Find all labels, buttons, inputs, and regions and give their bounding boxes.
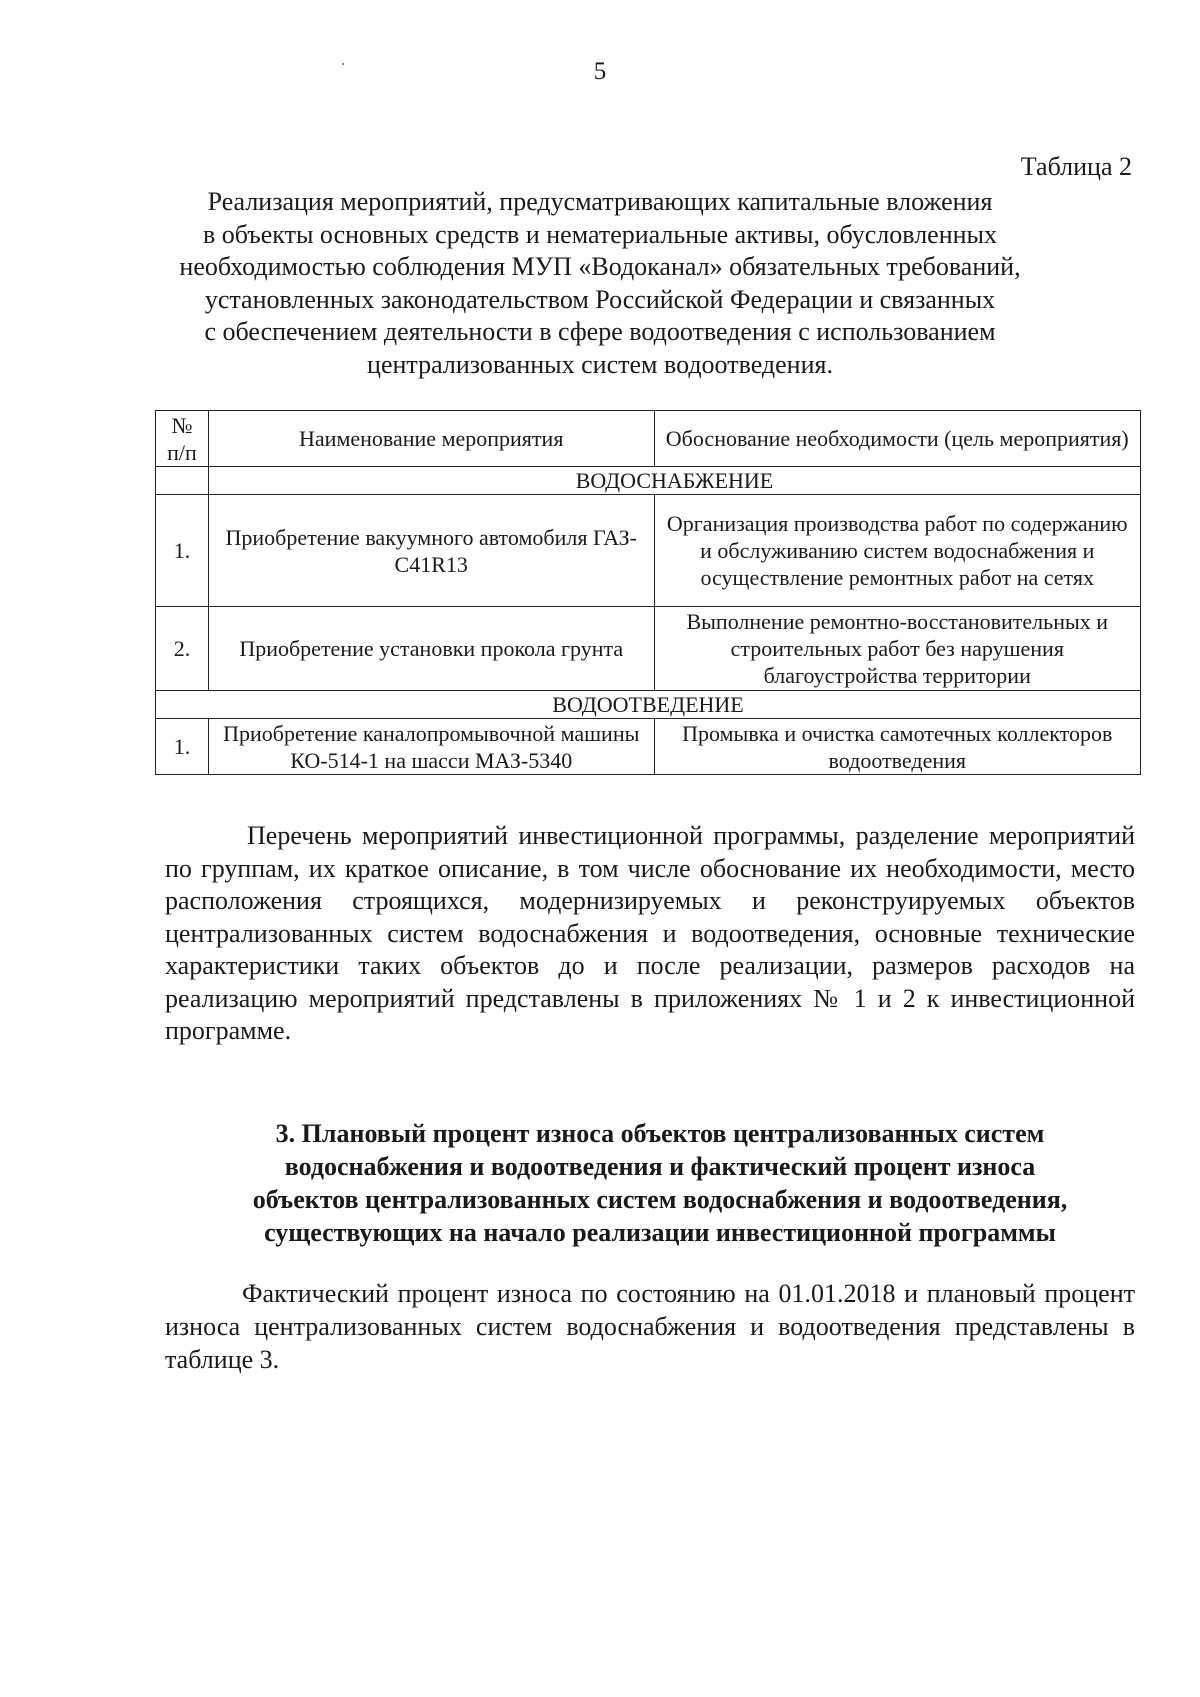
table-caption	[150, 186, 1050, 381]
caption-line: Реализация мероприятий, предусматривающих капитальные вложения	[207, 187, 993, 216]
row-num: 2.	[156, 607, 209, 691]
section-row-wastewater	[156, 691, 1141, 719]
header-reason: Обоснование необходимости (цель мероприятия)	[654, 411, 1140, 467]
caption-line: с обеспечением деятельности в сфере водоотведения с использованием	[204, 317, 996, 346]
row-num: 1.	[156, 495, 209, 607]
row-reason: Выполнение ремонтно-восстановительных и строительных работ без нарушения благоустройства территории	[654, 607, 1140, 691]
section-row-water-supply	[156, 467, 1141, 495]
body-paragraph: Перечень мероприятий инвестиционной программы, разделение мероприятий по группам, их краткое описание, в том числе обоснование их необходимости, место расположения строящихся, модернизируемых и реконструируемых объектов централизованных систем водоснабжения и водоотведения, основные технические характеристики таких объектов до и после реализации, размеров расходов на реализацию мероприятий представлены в приложениях № 1 и 2 к инвестиционной программе.	[165, 821, 1135, 1045]
row-name: Приобретение установки прокола грунта	[208, 607, 654, 691]
header-num: № п/п	[156, 411, 209, 467]
section-3-heading	[200, 1117, 1120, 1249]
heading-line: объектов централизованных систем водоснабжения и водоотведения,	[252, 1185, 1068, 1214]
heading-line: водоснабжения и водоотведения и фактический процент износа	[284, 1152, 1036, 1181]
section-title: ВОДООТВЕДЕНИЕ	[156, 691, 1141, 719]
header-name: Наименование мероприятия	[208, 411, 654, 467]
table-row	[156, 719, 1141, 775]
table-header-row	[156, 411, 1141, 467]
row-reason: Организация производства работ по содержанию и обслуживанию систем водоснабжения и осуществление ремонтных работ на сетях	[654, 495, 1140, 607]
caption-line: централизованных систем водоотведения.	[367, 349, 833, 379]
caption-line: необходимостью соблюдения МУП «Водоканал» обязательных требований,	[179, 252, 1021, 281]
section-title: ВОДОСНАБЖЕНИЕ	[208, 467, 1140, 495]
table-row	[156, 495, 1141, 607]
row-reason: Промывка и очистка самотечных коллекторов водоотведения	[654, 719, 1140, 775]
measures-table	[155, 410, 1141, 775]
heading-line: 3. Плановый процент износа объектов централизованных систем	[275, 1119, 1045, 1148]
section-3-paragraph: Фактический процент износа по состоянию на 01.01.2018 и плановый процент износа централизованных систем водоснабжения и водоотведения представлены в таблице 3.	[165, 1279, 1135, 1374]
table-label: Таблица 2	[1020, 152, 1132, 181]
caption-line: установленных законодательством Российской Федерации и связанных	[204, 284, 996, 314]
page-number: 5	[593, 58, 607, 85]
row-name: Приобретение вакуумного автомобиля ГАЗ-C41R13	[208, 495, 654, 607]
caption-line: в объекты основных средств и нематериальные активы, обусловленных	[202, 219, 998, 249]
heading-line: существующих на начало реализации инвестиционной программы	[264, 1218, 1056, 1247]
table-row	[156, 607, 1141, 691]
row-name: Приобретение каналопромывочной машины КО-514-1 на шасси МАЗ-5340	[208, 719, 654, 775]
row-num: 1.	[156, 719, 209, 775]
